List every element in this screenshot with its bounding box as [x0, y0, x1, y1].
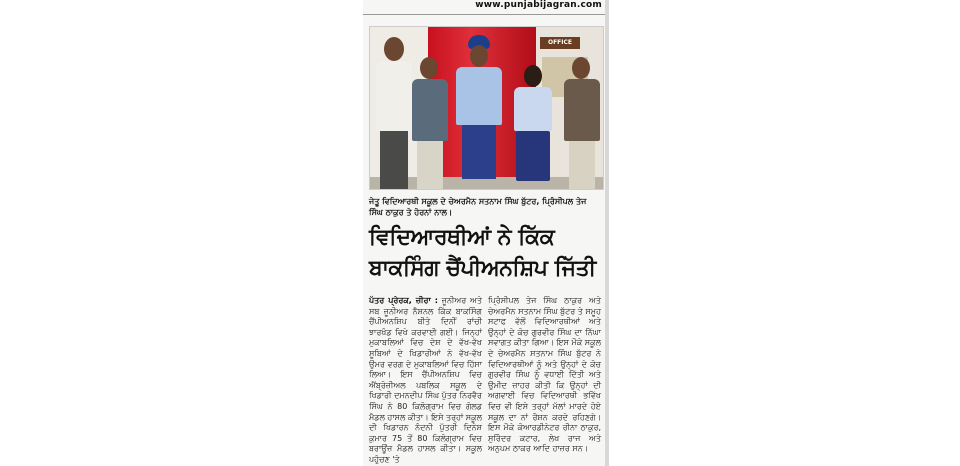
news-photo: [369, 26, 604, 190]
byline: ਪੱਤਰ ਪ੍ਰੇਰਕ, ਜ਼ੀਰਾ :: [369, 296, 438, 305]
article-column-2: [488, 296, 601, 466]
source-url: www.punjabijagran.com: [475, 0, 602, 10]
top-divider: [363, 14, 608, 15]
column-2-text: ਪ੍ਰਿੰਸੀਪਲ ਤੇਜ ਸਿੰਘ ਠਾਕੁਰ ਅਤੇ ਚੇਅਰਮੈਨ ਸਤਨਾਮ ਸਿੰਘ ਬੁੱਟਰ ਤੇ ਸਮੂਹ ਸਟਾਫ ਵੱਲੋਂ ਵਿਦਿਆਰਥੀਆਂ ਅਤੇ ਉਨ੍ਹਾਂ ਦੇ ਕੋਚ ਗੁਰਵੀਰ ਸਿੰਘ ਦਾ ਨਿੱਘਾ ਸਵਾਗਤ ਕੀਤਾ ਗਿਆ। ਇਸ ਮੌਕੇ ਸਕੂਲ ਦੇ ਚੇਅਰਮੈਨ ਸਤਨਾਮ ਸਿੰਘ ਬੁੱਟਰ ਨੇ ਵਿਦਿਆਰਥੀਆਂ ਨੂੰ ਅਤੇ ਉਨ੍ਹਾਂ ਦੇ ਕੋਚ ਗੁਰਵੀਰ ਸਿੰਘ ਨੂੰ ਵਧਾਈ ਦਿੱਤੀ ਅਤੇ ਉਮੀਦ ਜ਼ਾਹਰ ਕੀਤੀ ਕਿ ਉਨ੍ਹਾਂ ਦੀ ਅਗਵਾਈ ਵਿਚ ਵਿਦਿਆਰਥੀ ਭਵਿੱਖ ਵਿਚ ਵੀ ਇਸੇ ਤਰ੍ਹਾਂ ਮੱਲਾਂ ਮਾਰਦੇ ਹੋਏ ਸਕੂਲ ਦਾ ਨਾਂ ਰੌਸ਼ਨ ਕਰਦੇ ਰਹਿਣਗੇ। ਇਸ ਮੌਕੇ ਕੋਆਰਡੀਨੇਟਰ ਰੀਨਾ ਠਾਕੁਰ, ਸੁਰਿੰਦਰ ਕਟਾਰ, ਲੇਖ ਰਾਜ ਅਤੇ ਅਨੁਪਮ ਠਾਕਰ ਆਦਿ ਹਾਜ਼ਰ ਸਨ।: [488, 296, 601, 454]
photo-caption: ਜੇਤੂ ਵਿਦਿਆਰਥੀ ਸਕੂਲ ਦੇ ਚੇਅਰਮੈਨ ਸਤਨਾਮ ਸਿੰਘ ਬੁੱਟਰ, ਪ੍ਰਿੰਸੀਪਲ ਤੇਜ ਸਿੰਘ ਠਾਕੁਰ ਤੇ ਹੋਰਨਾਂ ਨਾਲ।: [369, 197, 587, 217]
office-board: OFFICE: [540, 37, 580, 49]
page-edge: [605, 0, 609, 466]
column-1-text: ਜੂਨੀਅਰ ਅਤੇ ਸਬ ਜੂਨੀਅਰ ਨੈਸ਼ਨਲ ਕਿੱਕ ਬਾਕਸਿੰਗ ਚੈਂਪੀਅਨਸ਼ਿਪ ਬੀਤੇ ਦਿਨੀਂ ਰਾਂਚੀ ਝਾਰਖੰਡ ਵਿਖੇ ਕਰਵਾਈ ਗਈ। ਜਿਨ੍ਹਾਂ ਮੁਕਾਬਲਿਆਂ ਵਿਚ ਦੇਸ਼ ਦੇ ਵੱਖ-ਵੱਖ ਸੂਬਿਆਂ ਦੇ ਖਿਡਾਰੀਆਂ ਨੇ ਵੱਖ-ਵੱਖ ਉਮਰ ਵਰਗ ਦੇ ਮੁਕਾਬਲਿਆਂ ਵਿਚ ਹਿੱਸਾ ਲਿਆ। ਇਸ ਚੈਂਪੀਅਨਸ਼ਿਪ ਵਿਚ ਐਂਬ੍ਰੋਜ਼ੀਅਲ ਪਬਲਿਕ ਸਕੂਲ ਦੇ ਖਿਡਾਰੀ ਦਮਨਦੀਪ ਸਿੰਘ ਪੁੱਤਰ ਨਿਰਵੈਰ ਸਿੰਘ ਨੇ 80 ਕਿਲੋਗ੍ਰਾਮ ਵਿਚ ਗੋਲਡ ਮੈਡਲ ਹਾਸਲ ਕੀਤਾ। ਇਸੇ ਤਰ੍ਹਾਂ ਸਕੂਲ ਦੀ ਖਿਡਾਰਨ ਨੰਦਨੀ ਪੁੱਤਰੀ ਦਿਨੇਸ਼ ਕੁਮਾਰ 75 ਤੋਂ 80 ਕਿਲੋਗ੍ਰਾਮ ਵਿਚ ਬਰਾਊਂਜ਼ ਮੈਡਲ ਹਾਸਲ ਕੀਤਾ। ਸਕੂਲ ਪਹੁੰਚਣ 'ਤੇ: [369, 296, 483, 464]
article-column-1: [369, 296, 482, 466]
article-body: [369, 296, 602, 466]
newspaper-clipping: [363, 0, 608, 466]
article-headline: ਵਿਦਿਆਰਥੀਆਂ ਨੇ ਕਿੱਕ ਬਾਕਸਿੰਗ ਚੈਂਪੀਅਨਸ਼ਿਪ ਜਿੱਤੀ: [369, 225, 596, 281]
